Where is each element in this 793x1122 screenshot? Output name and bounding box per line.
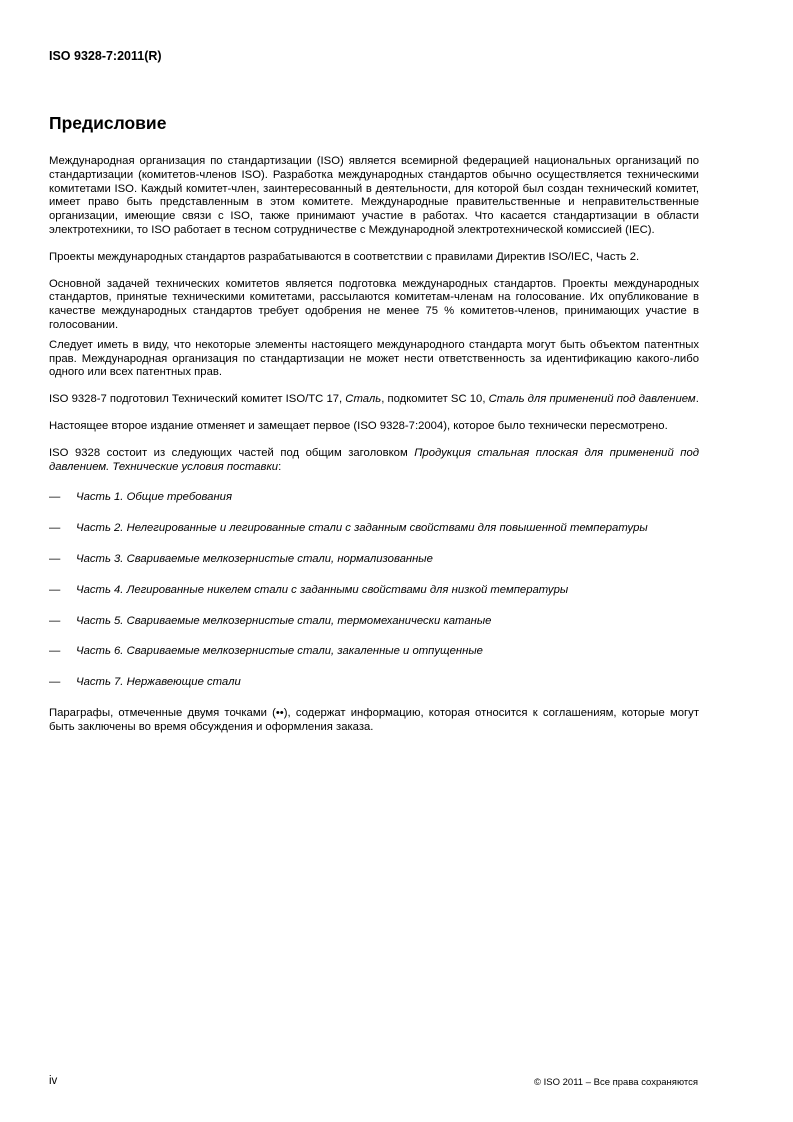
list-item	[49, 645, 699, 659]
list-item	[49, 522, 699, 536]
paragraph-patent-rights: Следует иметь в виду, что некоторые элементы настоящего международного стандарта могут быть объектом патентных прав. Международная организация по стандартизации не может нести ответственность за идентификацию какого-либо одного или всех патентных прав.	[49, 338, 699, 379]
dash-bullet: —	[49, 614, 61, 627]
general-title: Продукция стальная плоская для применений под давлением. Технические условия поставки	[49, 446, 699, 473]
dash-bullet: —	[49, 552, 61, 565]
list-item-text: Часть 4. Легированные никелем стали с заданными свойствами для низкой температуры	[76, 583, 569, 596]
dash-bullet: —	[49, 676, 61, 689]
paragraph-parts-intro	[49, 447, 699, 475]
committee-title: Сталь	[345, 393, 382, 406]
subcommittee-title: Сталь для применений под давлением	[488, 393, 696, 406]
dash-bullet: —	[49, 645, 61, 658]
parts-intro-text: ISO 9328 состоит из следующих частей под общим заголовком	[49, 446, 415, 459]
dash-bullet: —	[49, 491, 61, 504]
list-item-text: Часть 1. Общие требования	[76, 491, 232, 504]
foreword-body	[49, 155, 699, 748]
list-item	[49, 553, 699, 567]
sentence-end: .	[695, 393, 699, 406]
list-item-text: Часть 7. Нержавеющие стали	[76, 676, 241, 689]
list-item	[49, 491, 699, 505]
colon: :	[278, 460, 282, 473]
page-number: iv	[49, 1075, 58, 1087]
list-item	[49, 676, 699, 690]
paragraph-committees-task: Основной задачей технических комитетов является подготовка международных стандартов. Проекты международных стандартов, принятые техническими комитетами, рассылаются комитетам-членам на голосование. Их опубликование в качестве международных стандартов требует одобрения не менее 75 % комитетов-членов, принимающих участие в голосовании.	[49, 277, 699, 331]
paragraph-prepared-by	[49, 393, 699, 407]
list-item-text: Часть 2. Нелегированные и легированные стали с заданным свойствами для повышенной температуры	[76, 522, 648, 535]
parts-list	[49, 491, 699, 690]
dash-bullet: —	[49, 583, 61, 596]
paragraph-double-dots-note: Параграфы, отмеченные двумя точками (••), содержат информацию, которая относится к соглашениям, которые могут быть заключены во время обсуждения и оформления заказа.	[49, 706, 699, 733]
subcommittee-text: , подкомитет SC 10,	[381, 393, 489, 406]
list-item	[49, 584, 699, 598]
page-title: Предисловие	[49, 113, 167, 133]
copyright-notice: © ISO 2011 – Все права сохраняются	[533, 1077, 698, 1088]
paragraph-directives: Проекты международных стандартов разрабатываются в соответствии с правилами Директив ISO/IEC, Часть 2.	[49, 250, 640, 263]
dash-bullet: —	[49, 522, 61, 535]
list-item-text: Часть 6. Свариваемые мелкозернистые стали, закаленные и отпущенные	[76, 645, 483, 658]
list-item	[49, 615, 699, 629]
paragraph-edition: Настоящее второе издание отменяет и замещает первое (ISO 9328-7:2004), которое было технически пересмотрено.	[49, 419, 668, 432]
list-item-text: Часть 3. Свариваемые мелкозернистые стали, нормализованные	[76, 552, 433, 565]
list-item-text: Часть 5. Свариваемые мелкозернистые стали, термомеханически катаные	[76, 614, 492, 627]
document-id-header: ISO 9328-7:2011(R)	[49, 49, 162, 63]
prepared-by-text: ISO 9328-7 подготовил Технический комитет ISO/TC 17,	[49, 393, 346, 406]
paragraph-iso-organization: Международная организация по стандартизации (ISO) является всемирной федерацией национальных организаций по стандартизации (комитетов-членов ISO). Разработка международных стандартов обычно осуществляется техническими комитетами ISO. Каждый комитет-член, заинтересованный в деятельности, для которой был создан технический комитет, имеет право быть представленным в этом комитете. Международные правительственные и неправительственные организации, имеющие связи с ISO, также принимают участие в работах. Что касается стандартизации в области электротехники, то ISO работает в тесном сотрудничестве с Международной электротехнической комиссией (IEC).	[49, 155, 699, 236]
